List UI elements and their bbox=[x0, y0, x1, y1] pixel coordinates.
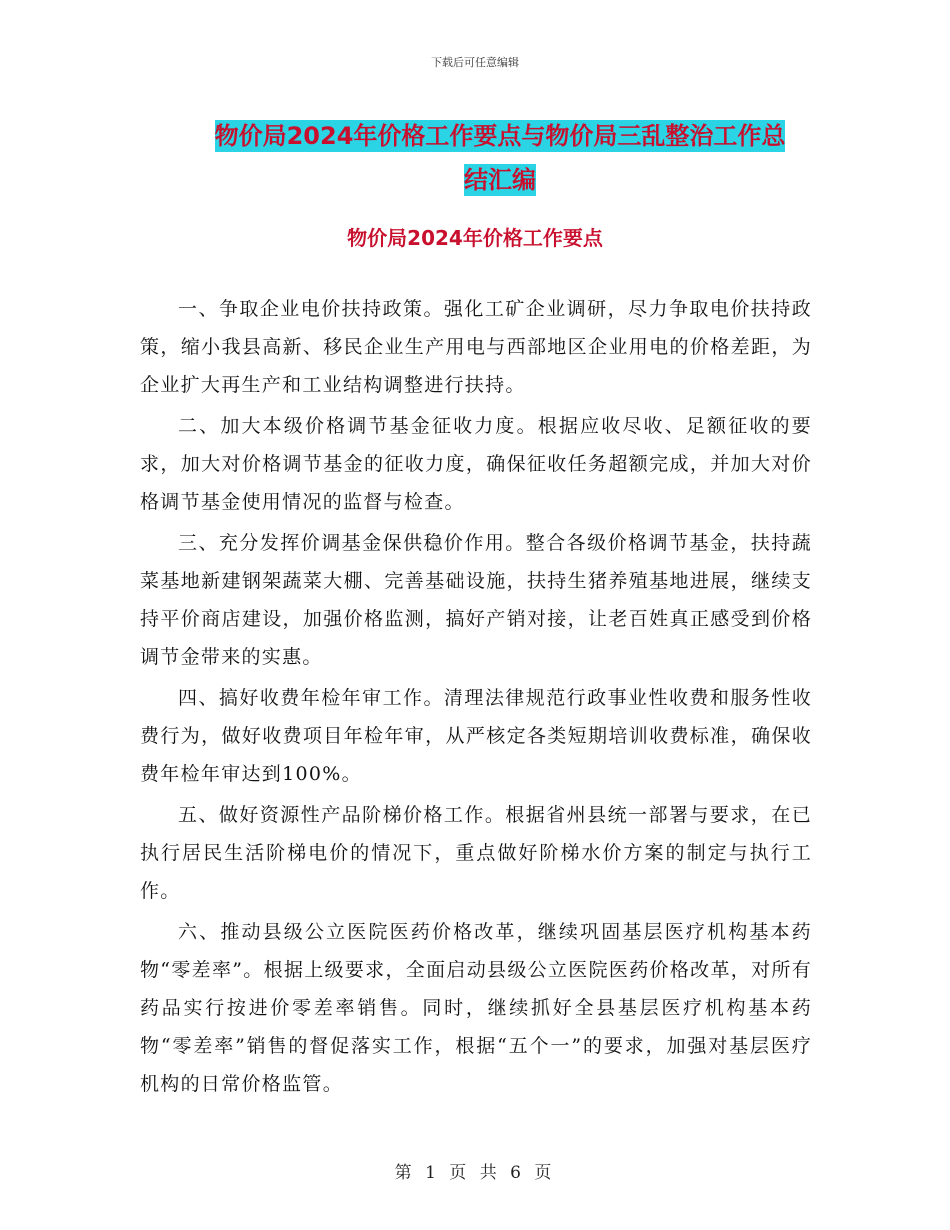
paragraph-4: 四、搞好收费年检年审工作。清理法律规范行政事业性收费和服务性收费行为，做好收费项目年检年审，从严核定各类短期培训收费标准，确保收费年检年审达到100%。 bbox=[140, 687, 812, 785]
paragraph-3: 三、充分发挥价调基金保供稳价作用。整合各级价格调节基金，扶持蔬菜基地新建钢架蔬菜大棚、完善基础设施，扶持生猪养殖基地进展，继续支持平价商店建设，加强价格监测，搞好产销对接，让老百姓真正感受到价格调节金带来的实惠。 bbox=[140, 532, 812, 668]
section-title: 物价局2024年价格工作要点 bbox=[347, 226, 603, 250]
paragraph-1: 一、争取企业电价扶持政策。强化工矿企业调研，尽力争取电价扶持政策，缩小我县高新、移民企业生产用电与西部地区企业用电的价格差距，为企业扩大再生产和工业结构调整进行扶持。 bbox=[140, 298, 812, 396]
paragraph-5: 五、做好资源性产品阶梯价格工作。根据省州县统一部署与要求，在已执行居民生活阶梯电价的情况下，重点做好阶梯水价方案的制定与执行工作。 bbox=[140, 804, 812, 902]
document-title-line-2: 结汇编 bbox=[464, 166, 536, 194]
paragraph-2: 二、加大本级价格调节基金征收力度。根据应收尽收、足额征收的要求，加大对价格调节基金的征收力度，确保征收任务超额完成，并加大对价格调节基金使用情况的监督与检查。 bbox=[140, 415, 812, 513]
paragraph-6: 六、推动县级公立医院医药价格改革，继续巩固基层医疗机构基本药物“零差率”。根据上级要求，全面启动县级公立医院医药价格改革，对所有药品实行按进价零差率销售。同时，继续抓好全县基层医疗机构基本药物“零差率”销售的督促落实工作，根据“五个一”的要求，加强对基层医疗机构的日常价格监管。 bbox=[140, 921, 812, 1095]
document-title-line-1: 物价局2024年价格工作要点与物价局三乱整治工作总 bbox=[214, 122, 786, 150]
document-body bbox=[140, 290, 812, 1106]
page-footer: 第 1 页 共 6 页 bbox=[394, 1163, 556, 1183]
document-title bbox=[140, 114, 860, 202]
page-header: 下载后可任意编辑 bbox=[431, 56, 519, 69]
